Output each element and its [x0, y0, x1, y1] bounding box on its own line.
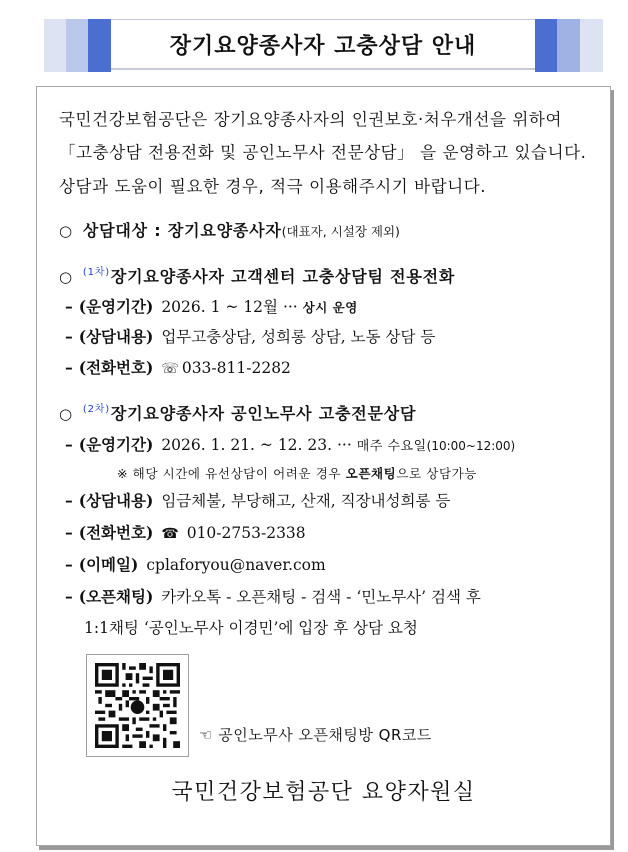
qr-code[interactable]	[86, 654, 189, 757]
telephone-outline-icon: ☏	[161, 361, 179, 377]
section1-heading	[59, 263, 455, 287]
intro-line-2: 「고충상담 전용전화 및 공인노무사 전문상담」 을 운영하고 있습니다.	[59, 143, 587, 162]
section1-item-content: – (상담내용) 업무고충상담, 성희롱 상담, 노동 상담 등	[65, 327, 436, 346]
target-label: 상담대상 : 장기요양종사자	[82, 221, 282, 240]
section2-item-openchat-cont: 1:1채팅 ‘공인노무사 이경민’에 입장 후 상담 요청	[84, 619, 418, 637]
circle-bullet-icon: ○	[59, 405, 73, 423]
banner-bar-right-light	[580, 19, 603, 72]
banner-bar-right-dark	[535, 19, 557, 72]
intro-line-1: 국민건강보험공단은 장기요양종사자의 인권보호·처우개선을 위하여	[59, 110, 563, 129]
target-line	[59, 218, 400, 241]
hand-pointing-left-icon: ☜	[199, 726, 213, 744]
content-box	[36, 86, 611, 846]
qr-code-icon	[95, 663, 180, 748]
qr-caption: ☜ 공인노무사 오픈채팅방 QR코드	[199, 726, 432, 744]
section2-item-email: – (이메일) cplaforyou@naver.com	[65, 555, 326, 574]
banner-bar-left-dark	[88, 19, 111, 72]
email-link[interactable]: cplaforyou@naver.com	[146, 556, 326, 574]
banner-bar-left-light	[44, 19, 66, 72]
section2-heading	[59, 400, 416, 424]
title-banner	[44, 19, 603, 72]
section2-title: 장기요양종사자 공인노무사 고충전문상담	[110, 404, 417, 423]
phone-number-1[interactable]: 033-811-2282	[181, 359, 291, 377]
section2-item-period: – (운영기간) 2026. 1. 21. ~ 12. 23. ··· 매주 수요일(10:00~12:00)	[65, 435, 516, 454]
circle-bullet-icon: ○	[59, 268, 73, 286]
target-note: (대표자, 시설장 제외)	[281, 224, 400, 239]
circle-bullet-icon: ○	[59, 222, 73, 240]
section2-item-phone: – (전화번호) ☎ 010-2753-2338	[65, 523, 306, 542]
page-title: 장기요양종사자 고충상담 안내	[169, 33, 477, 59]
section1-item-phone: – (전화번호) ☏ 033-811-2282	[65, 358, 291, 377]
banner-title-box	[111, 19, 535, 70]
phone-number-2[interactable]: 010-2753-2338	[186, 524, 306, 542]
intro-line-3: 상담과 도움이 필요한 경우, 적극 이용해주시기 바랍니다.	[59, 177, 487, 196]
banner-bar-left-medium	[66, 19, 88, 72]
section1-title: 장기요양종사자 고객센터 고충상담팀 전용전화	[110, 267, 456, 286]
section2-item-content: – (상담내용) 임금체불, 부당해고, 산재, 직장내성희롱 등	[65, 491, 451, 510]
telephone-filled-icon: ☎	[161, 526, 179, 542]
section2-superscript: (2차)	[82, 404, 110, 415]
banner-bar-right-medium	[557, 19, 580, 72]
section1-item-period: – (운영기간) 2026. 1 ~ 12월 ··· 상시 운영	[65, 297, 358, 316]
section2-note: ※ 해당 시간에 유선상담이 어려운 경우 오픈채팅으로 상담가능	[117, 466, 477, 481]
section1-superscript: (1차)	[82, 267, 110, 278]
section2-item-openchat: – (오픈채팅) 카카오톡 - 오픈채팅 - 검색 - ‘민노무사’ 검색 후	[65, 587, 481, 606]
organization-name: 국민건강보험공단 요양자원실	[171, 780, 476, 805]
